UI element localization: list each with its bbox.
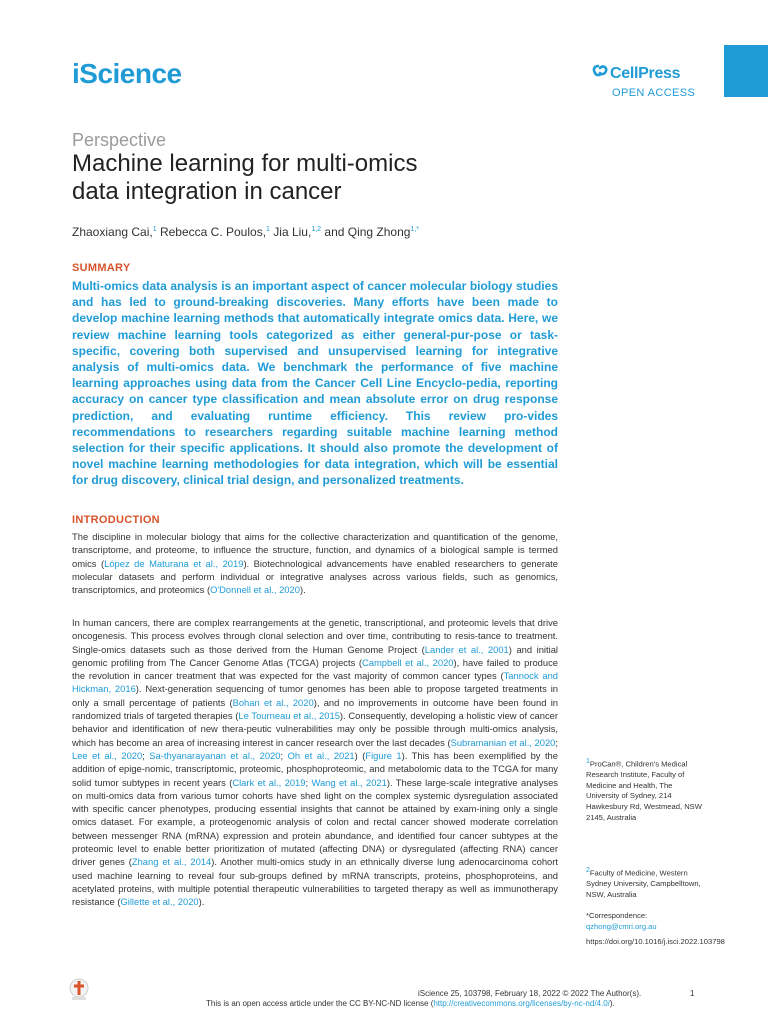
author-affiliation-mark: 1,2 [311,226,322,233]
body-text: ; [305,776,312,788]
citation-link[interactable]: Le Tourneau et al., 2015 [238,710,340,722]
citation-link[interactable]: Wang et al., 2021 [311,776,387,788]
author-name[interactable]: Rebecca C. Poulos, [159,225,267,239]
author-name[interactable]: Jia Liu, [273,225,312,239]
publisher-name: CellPress [610,65,681,82]
body-text: The discipline in molecular biology that aims for the collective characterization and quantification of the genome, transcriptome, and proteome, to influence the structure, function, and dynamics of a biological sample is termed omics ( [72,531,558,569]
correspondence-label: *Correspondence: [586,911,648,920]
correspondence [586,911,706,932]
body-text: ). This has been exemplified by the addition of epige-nomic, transcriptomic, proteomic, phosphoproteomic, and metabolomic data to the TCGA for many solid tumor subtypes in recent years ( [72,749,558,788]
body-text: ), have failed to produce the revolution in cancer treatment that was expected for the vast majority of common cancer types ( [72,656,558,682]
citation-link[interactable]: Campbell et al., 2020 [361,656,454,668]
body-text: ). Consequently, developing a holistic view of cancer behavior and identification of new thera-peutic vulnerabilities may only be possible through multi-omics analysis, which has become an area of increasing interest in cancer research over the last decades ( [72,710,558,748]
footer-citation: iScience 25, 103798, February 18, 2022 © 2022 The Author(s). [418,989,642,998]
correspondence-email-link[interactable]: qzhong@cmri.org.au [586,921,657,931]
title-line-2: data integration in cancer [72,178,342,205]
footer-license [206,999,615,1008]
affiliation-2 [586,866,706,900]
license-text-pre: This is an open access article under the CC BY-NC-ND license ( [206,999,434,1008]
journal-name: iScience [72,58,182,89]
citation-link[interactable]: Oh et al., 2021 [287,749,355,761]
body-text: In human cancers, there are complex rearrangements at the genetic, transcriptional, and proteomic levels that drive oncogenesis. This process evolves through clonal selection and over time, contributing to resis-tance to treatment. Single-omics datasets such as those derived from the Human Genome Project ( [72,617,558,655]
body-text: ). Biotechnological advancements have enabled researchers to generate molecular datasets and perform individual or integrative analyses across various fields, such as genomics, transcriptomics, and proteomics ( [72,557,559,596]
citation-link[interactable]: Clark et al., 2019 [232,776,306,788]
body-text: ; [142,749,150,761]
publisher-logo [592,64,680,83]
summary-text: Multi-omics data analysis is an important aspect of cancer molecular biology studies and has led to ground-breaking discoveries. Many efforts have been made to develop machine learning methods that automatically integrate omics data. Here, we review machine learning tools categorized as either general-pur-pose or task-specific, covering both supervised and unsupervised learning for integrative analysis of multi-omics data. We benchmark the performance of five machine learning approaches using data from the Cancer Cell Line Encyclo-pedia, reporting accuracy on cancer type classification and mean absolute error on drug response prediction, and evaluating runtime efficiency. This review pro-vides recommendations to researchers regarding suitable machine learning method selection for their specific applications. It should also promote the development of novel machine learning methodologies for data integration, which will be essential for drug discovery, clinical trial design, and personalized treatments. [72,279,558,488]
citation-link[interactable]: O'Donnell et al., 2020 [210,584,300,596]
author-name[interactable]: and Qing Zhong [324,225,411,239]
header-color-tab [724,45,768,97]
affiliation-1 [586,757,706,823]
article-title [72,150,632,206]
body-text: ) and initial genomic profiling from The Cancer Genome Atlas (TCGA) projects ( [72,643,559,668]
body-text: ), and no improvements in outcome have been found in randomized trials of targeted therapies ( [72,696,558,722]
intro-paragraph-1 [72,530,558,596]
affiliation-1-text: ProCan®, Children's Medical Research Institute, Faculty of Medicine and Health, The University of Sydney, 214 Hawkesbury Rd, Westmead, NSW 2145, Australia [586,759,702,822]
author-name[interactable]: Zhaoxiang Cai, [72,225,153,239]
license-url-link[interactable]: http://creativecommons.org/licenses/by-nc-nd/4.0/ [433,999,610,1008]
citation-link[interactable]: López de Maturana et al., 2019 [104,557,244,569]
body-text: ). These large-scale integrative analyses on multi-omics data from various tumor cohorts have shed light on the complex systemic dysregulation associated with specific cancer phenotypes, producing essential insights that cannot be attained by exam-ining only a single omics dataset. For example, a proteogenomic analysis of colon and rectal cancer showed moderate correlation between messenger RNA (mRNA) expression and protein abundance, and identified four cancer subtypes at the proteomic level to enable better prioritization of mutated (affecting DNA) or dysregulated (affecting RNA) cancer driver genes ( [72,776,558,868]
citation-link[interactable]: Gillette et al., 2020 [120,896,199,908]
affiliation-2-text: Faculty of Medicine, Western Sydney University, Campbelltown, NSW, Australia [586,868,701,899]
citation-link[interactable]: Bohan et al., 2020 [232,696,314,708]
open-access-label: OPEN ACCESS [612,87,696,99]
introduction-heading: INTRODUCTION [72,514,160,526]
page-number: 1 [690,989,695,998]
body-text: ). Another multi-omics study in an ethnically diverse lung adenocarcinoma cohort used machine learning to reveal four sub-groups defined by mRNA transcripts, proteins, phosphoproteins, and acetylated proteins, with multiple potential therapeutic vulnerabilities to targeted therapy as well as immunotherapy resistance ( [72,856,558,908]
body-text: ; [555,736,558,748]
title-line-1: Machine learning for multi-omics [72,150,418,177]
citation-link[interactable]: Tannock and Hickman, 2016 [72,670,559,695]
body-text: ). [198,896,205,908]
citation-link[interactable]: Subramanian et al., 2020 [450,736,556,748]
body-text: ; [280,749,288,761]
body-text: ). [299,584,306,596]
doi-link[interactable]: https://doi.org/10.1016/j.isci.2022.103798 [586,937,725,946]
affiliation-mark: 2 [586,867,590,874]
citation-link[interactable]: Zhang et al., 2014 [131,856,212,868]
article-type: Perspective [72,130,167,150]
intro-paragraph-2 [72,616,558,909]
summary-heading: SUMMARY [72,262,131,274]
citation-link[interactable]: Figure 1 [365,749,402,761]
author-list [72,225,419,239]
citation-link[interactable]: Lander et al., 2001 [424,643,509,655]
body-text: ). Next-generation sequencing of tumor genomes has been able to propose targeted treatments in only a small percentage of patients ( [72,683,558,708]
cellpress-logo-icon [592,64,608,78]
citation-link[interactable]: Sa-thyanarayanan et al., 2020 [149,749,281,761]
license-text-post: ). [609,999,615,1008]
author-affiliation-mark: 1 [266,226,270,233]
author-affiliation-mark: 1 [152,226,157,233]
affiliation-mark: 1 [586,758,590,765]
author-affiliation-mark: 1,* [410,226,420,233]
body-text: ) ( [354,749,366,761]
crossmark-icon[interactable] [68,978,90,1002]
citation-link[interactable]: Lee et al., 2020 [72,749,143,761]
